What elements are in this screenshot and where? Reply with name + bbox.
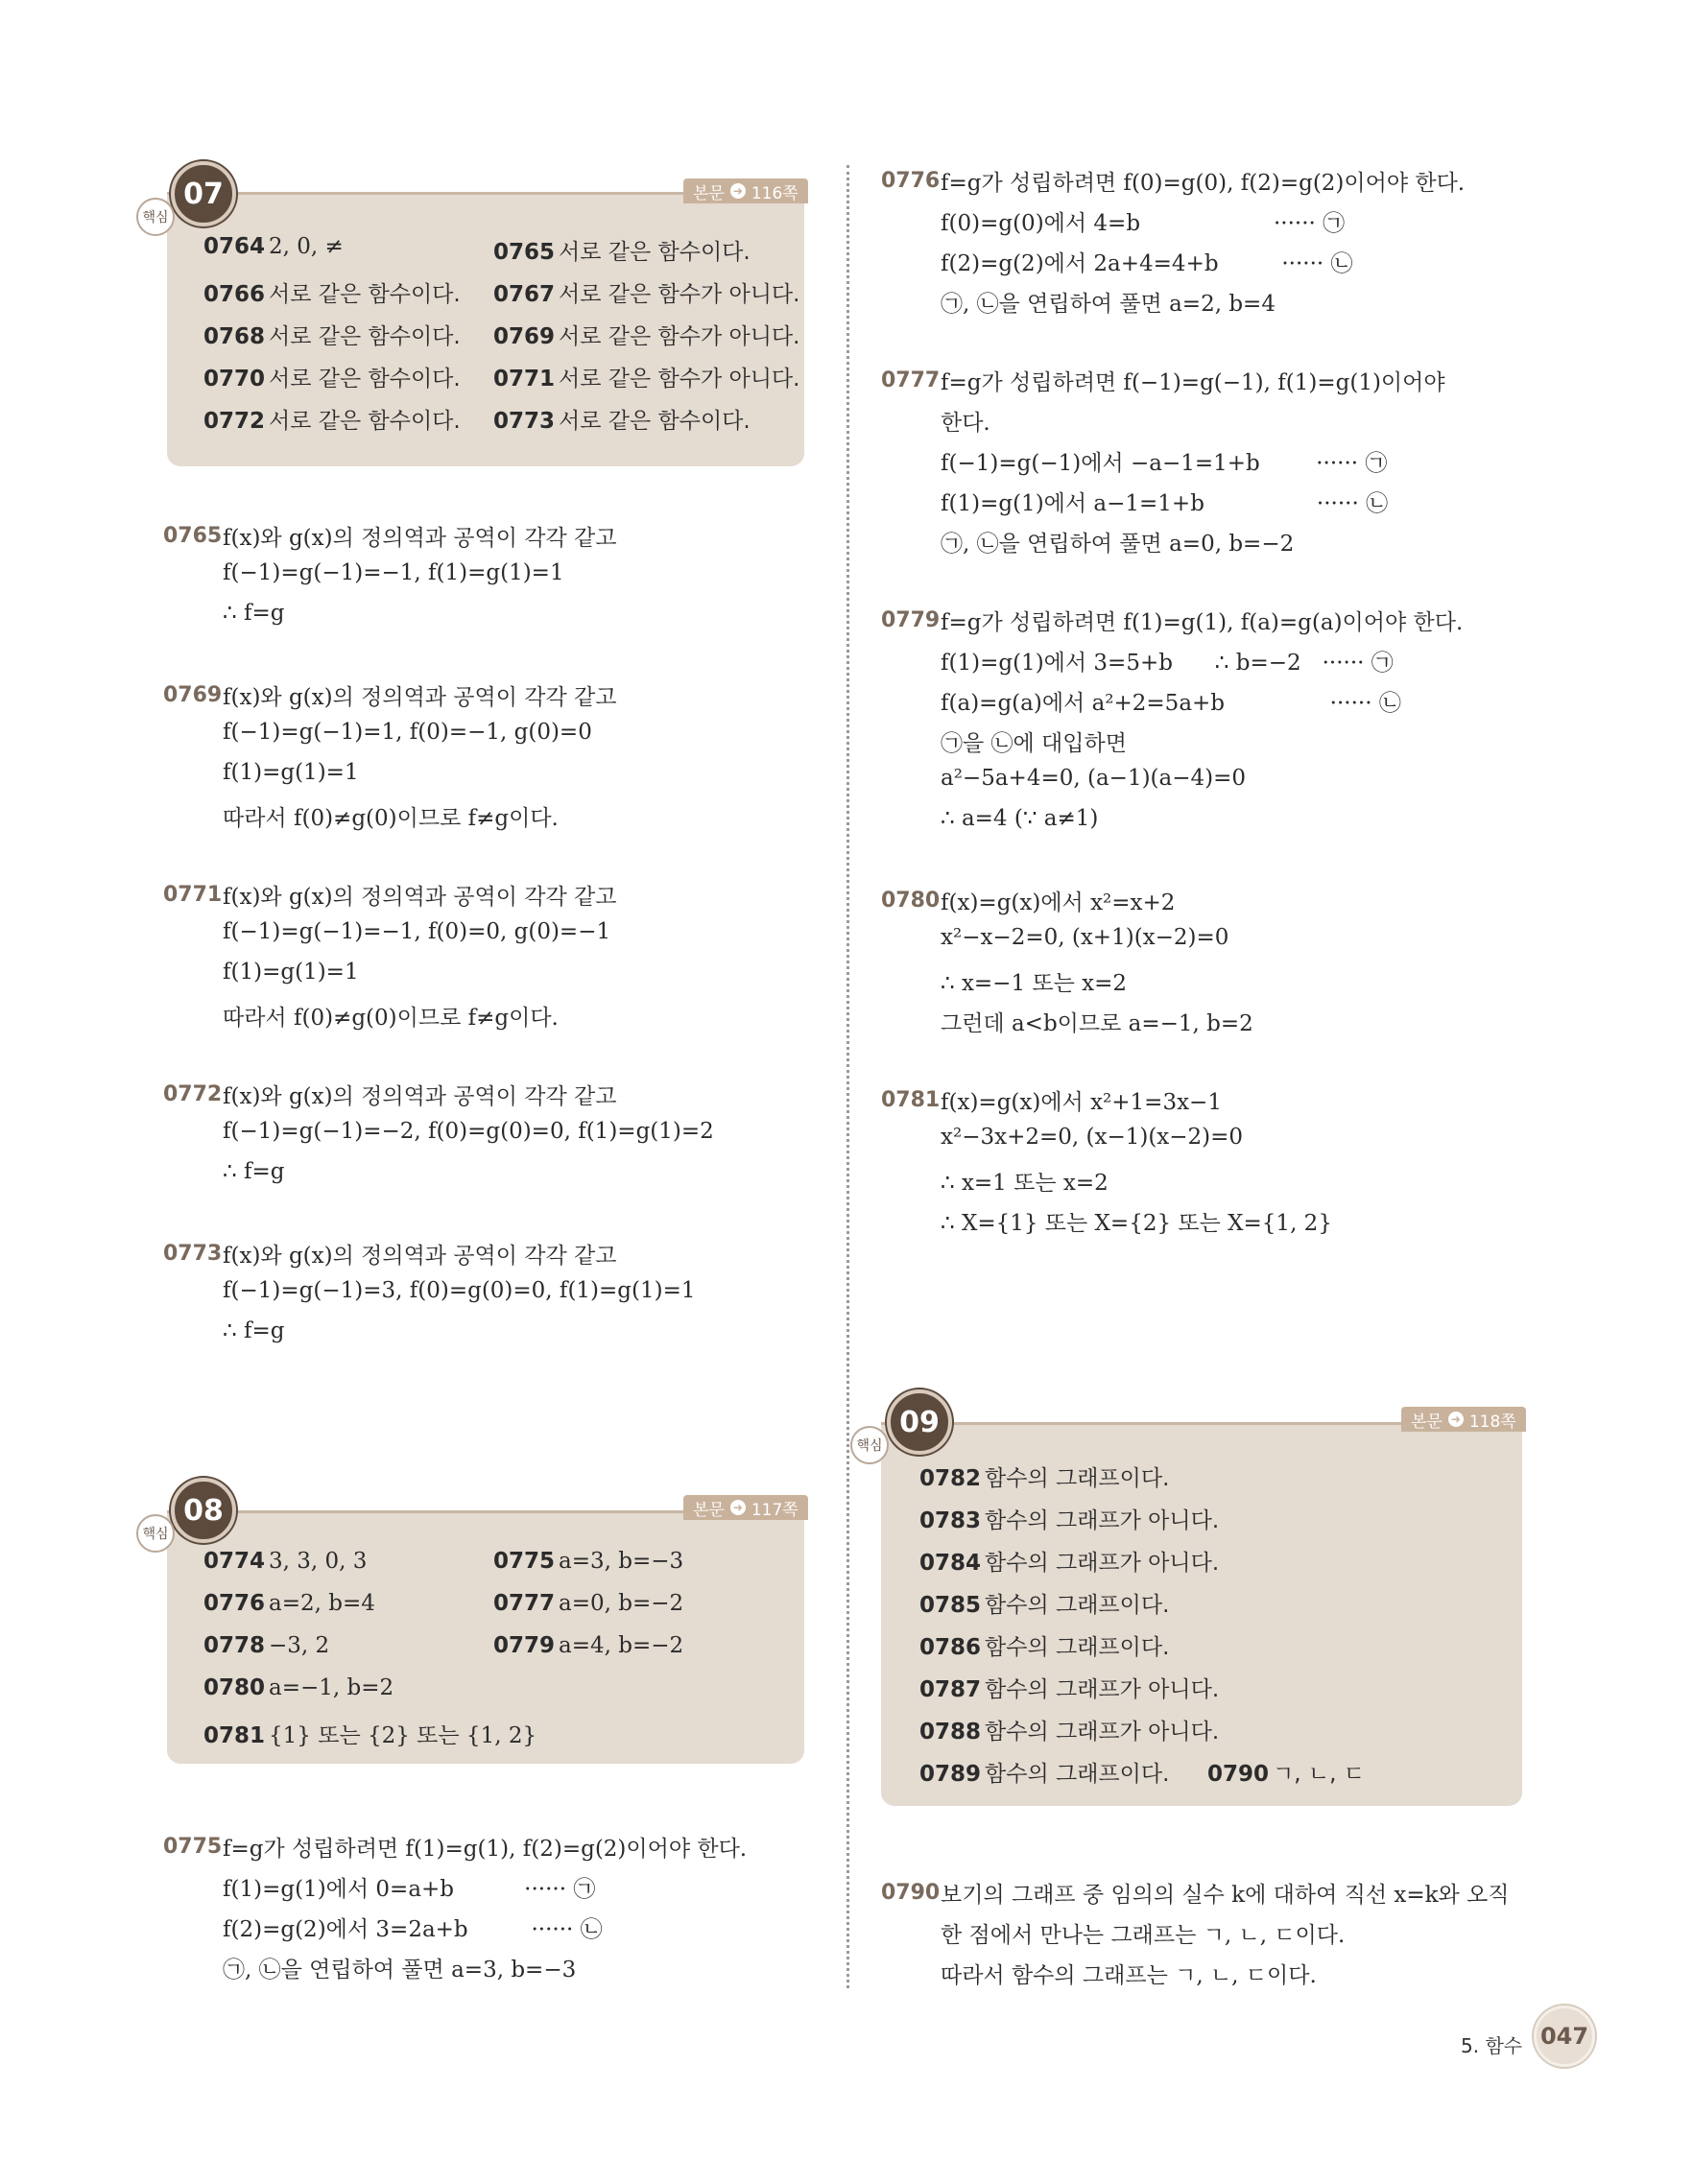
answer-0788: 0788 함수의 그래프가 아니다. bbox=[919, 1720, 1220, 1745]
solution-line: f(−1)=g(−1)에서 −a−1=1+b ······ ㉠ bbox=[941, 451, 1388, 476]
page-ref-09: 본문 ➜ 118쪽 bbox=[1401, 1407, 1526, 1432]
solution-line: 따라서 f(0)≠g(0)이므로 f≠g이다. bbox=[223, 1006, 559, 1031]
solution-line: f(1)=g(1)에서 0=a+b ······ ㉠ bbox=[223, 1877, 596, 1902]
answer-0786: 0786 함수의 그래프이다. bbox=[919, 1635, 1170, 1660]
summary-box-07 bbox=[167, 192, 804, 466]
solution-line: f(−1)=g(−1)=−1, f(1)=g(1)=1 bbox=[223, 560, 564, 585]
answer-0787: 0787 함수의 그래프가 아니다. bbox=[919, 1677, 1220, 1702]
core-label-07: 핵심 bbox=[136, 198, 175, 236]
answer-0779: 0779 a=4, b=−2 bbox=[493, 1633, 684, 1658]
solution-line: 따라서 함수의 그래프는 ㄱ, ㄴ, ㄷ이다. bbox=[941, 1963, 1317, 1988]
page-ref-08: 본문 ➜ 117쪽 bbox=[683, 1495, 808, 1520]
solution-line: f(x)와 g(x)의 정의역과 공역이 각각 같고 bbox=[223, 526, 617, 551]
answer-0790: 0790 ㄱ, ㄴ, ㄷ bbox=[1207, 1762, 1365, 1787]
answer-0768: 0768 서로 같은 함수이다. bbox=[203, 324, 461, 349]
solution-line: f(2)=g(2)에서 2a+4=4+b ······ ㉡ bbox=[941, 251, 1353, 276]
solution-line: f(1)=g(1)=1 bbox=[223, 960, 359, 985]
solution-line: f(x)와 g(x)의 정의역과 공역이 각각 같고 bbox=[223, 685, 617, 710]
column-divider bbox=[846, 165, 849, 1988]
solution-line: x²−3x+2=0, (x−1)(x−2)=0 bbox=[941, 1125, 1244, 1150]
summary-box-08 bbox=[167, 1510, 804, 1764]
answer-0776: 0776 a=2, b=4 bbox=[203, 1591, 375, 1616]
answer-0777: 0777 a=0, b=−2 bbox=[493, 1591, 684, 1616]
answer-0783: 0783 함수의 그래프가 아니다. bbox=[919, 1508, 1220, 1533]
solution-line: f=g가 성립하려면 f(0)=g(0), f(2)=g(2)이어야 한다. bbox=[941, 171, 1466, 196]
solution-line: f(1)=g(1)에서 3=5+b ∴ b=−2 ······ ㉠ bbox=[941, 651, 1394, 676]
solution-line: ∴ X={1} 또는 X={2} 또는 X={1, 2} bbox=[941, 1211, 1332, 1236]
answer-0766: 0766 서로 같은 함수이다. bbox=[203, 282, 461, 307]
solution-line: f=g가 성립하려면 f(1)=g(1), f(a)=g(a)이어야 한다. bbox=[941, 610, 1464, 635]
solution-line: a²−5a+4=0, (a−1)(a−4)=0 bbox=[941, 766, 1247, 791]
solution-line: ∴ f=g bbox=[223, 601, 285, 626]
solution-line: 따라서 f(0)≠g(0)이므로 f≠g이다. bbox=[223, 806, 559, 831]
chapter-label: 5. 함수 bbox=[1461, 2034, 1523, 2057]
solution-line: ∴ x=−1 또는 x=2 bbox=[941, 971, 1128, 996]
summary-box-09 bbox=[881, 1422, 1522, 1806]
answer-0774: 0774 3, 3, 0, 3 bbox=[203, 1549, 368, 1574]
section-badge-09: 09 bbox=[887, 1389, 952, 1455]
answer-0778: 0778 −3, 2 bbox=[203, 1633, 330, 1658]
solution-line: ∴ a=4 (∵ a≠1) bbox=[941, 806, 1099, 831]
arrow-right-icon: ➜ bbox=[730, 183, 746, 199]
solution-line: f(x)와 g(x)의 정의역과 공역이 각각 같고 bbox=[223, 885, 617, 910]
solution-line: f(2)=g(2)에서 3=2a+b ······ ㉡ bbox=[223, 1917, 603, 1942]
page-number: 047 bbox=[1534, 2006, 1595, 2067]
section-badge-07: 07 bbox=[171, 161, 236, 226]
solution-line: ㉠, ㉡을 연립하여 풀면 a=2, b=4 bbox=[941, 292, 1276, 317]
solution-line: f(1)=g(1)에서 a−1=1+b ······ ㉡ bbox=[941, 491, 1389, 516]
solution-line: 한다. bbox=[941, 411, 990, 436]
solution-line: f(x)=g(x)에서 x²=x+2 bbox=[941, 890, 1176, 915]
solution-line: f(−1)=g(−1)=3, f(0)=g(0)=0, f(1)=g(1)=1 bbox=[223, 1278, 696, 1303]
solution-line: ∴ f=g bbox=[223, 1318, 285, 1343]
solution-line: f(0)=g(0)에서 4=b ······ ㉠ bbox=[941, 211, 1346, 236]
solution-line: f=g가 성립하려면 f(−1)=g(−1), f(1)=g(1)이어야 bbox=[941, 370, 1445, 395]
solution-line: ∴ x=1 또는 x=2 bbox=[941, 1171, 1109, 1196]
core-label-09: 핵심 bbox=[850, 1426, 889, 1464]
answer-0765: 0765 서로 같은 함수이다. bbox=[493, 240, 751, 265]
solution-line: 한 점에서 만나는 그래프는 ㄱ, ㄴ, ㄷ이다. bbox=[941, 1923, 1346, 1948]
solution-line: f(−1)=g(−1)=−2, f(0)=g(0)=0, f(1)=g(1)=2 bbox=[223, 1119, 714, 1144]
solution-line: ∴ f=g bbox=[223, 1159, 285, 1184]
solution-line: ㉠, ㉡을 연립하여 풀면 a=0, b=−2 bbox=[941, 532, 1295, 557]
answer-0782: 0782 함수의 그래프이다. bbox=[919, 1466, 1170, 1491]
answer-0775: 0775 a=3, b=−3 bbox=[493, 1549, 684, 1574]
solution-line: f(a)=g(a)에서 a²+2=5a+b ······ ㉡ bbox=[941, 691, 1401, 716]
section-badge-08: 08 bbox=[171, 1478, 236, 1543]
core-label-08: 핵심 bbox=[136, 1514, 175, 1553]
arrow-right-icon: ➜ bbox=[730, 1500, 746, 1515]
solution-line: f=g가 성립하려면 f(1)=g(1), f(2)=g(2)이어야 한다. bbox=[223, 1837, 748, 1862]
solution-line: f(−1)=g(−1)=−1, f(0)=0, g(0)=−1 bbox=[223, 919, 611, 944]
answer-0789: 0789 함수의 그래프이다. bbox=[919, 1762, 1170, 1787]
answer-0772: 0772 서로 같은 함수이다. bbox=[203, 409, 461, 434]
solution-line: 보기의 그래프 중 임의의 실수 k에 대하여 직선 x=k와 오직 bbox=[941, 1883, 1510, 1908]
arrow-right-icon: ➜ bbox=[1448, 1412, 1464, 1427]
solution-line: f(x)와 g(x)의 정의역과 공역이 각각 같고 bbox=[223, 1084, 617, 1109]
answer-0785: 0785 함수의 그래프이다. bbox=[919, 1593, 1170, 1618]
answer-0767: 0767 서로 같은 함수가 아니다. bbox=[493, 282, 800, 307]
solution-line: f(−1)=g(−1)=1, f(0)=−1, g(0)=0 bbox=[223, 720, 592, 745]
solution-line: x²−x−2=0, (x+1)(x−2)=0 bbox=[941, 925, 1229, 950]
page-ref-07: 본문 ➜ 116쪽 bbox=[683, 178, 808, 203]
solution-line: 그런데 a<b이므로 a=−1, b=2 bbox=[941, 1011, 1253, 1036]
answer-0769: 0769 서로 같은 함수가 아니다. bbox=[493, 324, 800, 349]
answer-0780: 0780 a=−1, b=2 bbox=[203, 1675, 394, 1700]
solution-line: f(1)=g(1)=1 bbox=[223, 760, 359, 785]
answer-0770: 0770 서로 같은 함수이다. bbox=[203, 367, 461, 392]
answer-0771: 0771 서로 같은 함수가 아니다. bbox=[493, 367, 800, 392]
solution-line: ㉠, ㉡을 연립하여 풀면 a=3, b=−3 bbox=[223, 1958, 577, 1982]
answer-0764: 0764 2, 0, ≠ bbox=[203, 234, 344, 259]
solution-line: f(x)=g(x)에서 x²+1=3x−1 bbox=[941, 1090, 1222, 1115]
solution-line: f(x)와 g(x)의 정의역과 공역이 각각 같고 bbox=[223, 1244, 617, 1269]
answer-0784: 0784 함수의 그래프가 아니다. bbox=[919, 1551, 1220, 1576]
answer-0781: 0781 {1} 또는 {2} 또는 {1, 2} bbox=[203, 1723, 537, 1748]
answer-0773: 0773 서로 같은 함수이다. bbox=[493, 409, 751, 434]
solution-line: ㉠을 ㉡에 대입하면 bbox=[941, 731, 1127, 756]
